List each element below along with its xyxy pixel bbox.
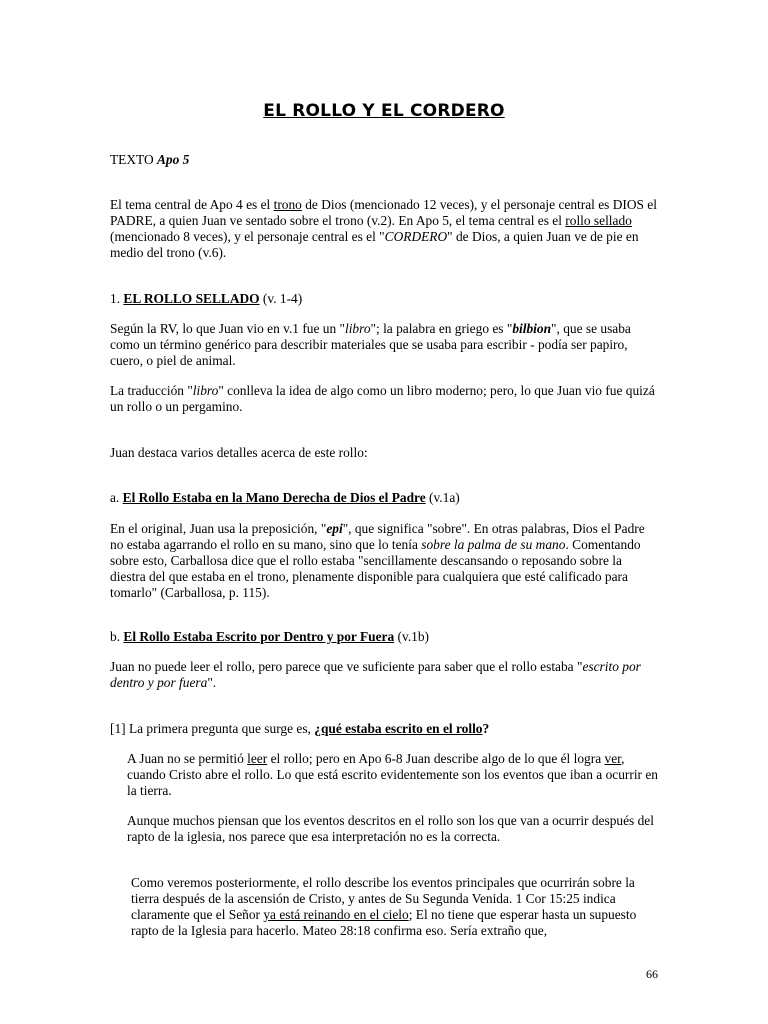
como-paragraph: Como veremos posteriormente, el rollo describe los eventos principales que ocurrirán sobre la tierra después de la ascensión de Cristo, y antes de Su Segunda Venida. 1 Cor 15:25 indica claramente que el Señor ya está reinando en el cielo; El no tiene que esperar hasta un supuesto rapto de la Iglesia para hacerlo. Mateo 28:18 confirma eso. Sería extraño que,: [131, 875, 637, 938]
traduccion-paragraph: La traducción "libro" conlleva la idea de algo como un libro moderno; pero, lo que Juan vio fue quizá un rollo o un pergamino.: [110, 383, 655, 414]
intro-paragraph: El tema central de Apo 4 es el trono de Dios (mencionado 12 veces), y el personaje central es DIOS el PADRE, a quien Juan ve sentado sobre el trono (v.2). En Apo 5, el tema central es el rollo sellado (mencionado 8 veces), y el personaje central es el "CORDERO" de Dios, a quien Juan ve de pie en medio del trono (v.6).: [110, 197, 657, 260]
section-heading-rollo-sellado: 1. EL ROLLO SELLADO (v. 1-4): [110, 291, 303, 306]
libro-paragraph: Según la RV, lo que Juan vio en v.1 fue un "libro"; la palabra en griego es "bilbion", que se usaba como un término genérico para describir materiales que se usaba para escribir - podía ser papiro, cuero, o piel de animal.: [110, 321, 631, 368]
texto-line: TEXTO Apo 5: [110, 152, 190, 167]
subheading-escrito: b. El Rollo Estaba Escrito por Dentro y por Fuera (v.1b): [110, 629, 430, 644]
subheading-mano-derecha: a. El Rollo Estaba en la Mano Derecha de Dios el Padre (v.1a): [110, 490, 460, 505]
ajuan-paragraph: A Juan no se permitió leer el rollo; pero en Apo 6-8 Juan describe algo de lo que él logra ver, cuando Cristo abre el rollo. Lo que está escrito evidentemente son los eventos que iban a ocurrir en la tierra.: [127, 751, 658, 798]
texto-ref: Apo 5: [157, 152, 190, 167]
page-title: EL ROLLO Y EL CORDERO: [263, 101, 505, 121]
original-paragraph: En el original, Juan usa la preposición, "epi", que significa "sobre". En otras palabras, Dios el Padre no estaba agarrando el rollo en su mano, sino que lo tenía sobre la palma de su mano. Comentando sobre esto, Carballosa dice que el rollo estaba "sencillamente descansando o reposando sobre la diestra del que estaba en el trono, plenamente disponible para cualquiera que esté calificado para tomarlo" (Carballosa, p. 115).: [110, 521, 645, 600]
leer-paragraph: Juan no puede leer el rollo, pero parece que ve suficiente para saber que el rollo estaba "escrito por dentro y por fuera".: [110, 659, 641, 690]
page-number: 66: [646, 967, 658, 981]
aunque-paragraph: Aunque muchos piensan que los eventos descritos en el rollo son los que van a ocurrir después del rapto de la iglesia, nos parece que esa interpretación no es la correcta.: [127, 813, 654, 844]
question-one: [1] La primera pregunta que surge es, ¿qué estaba escrito en el rollo?: [110, 721, 490, 736]
detalles-paragraph: Juan destaca varios detalles acerca de este rollo:: [110, 445, 368, 460]
